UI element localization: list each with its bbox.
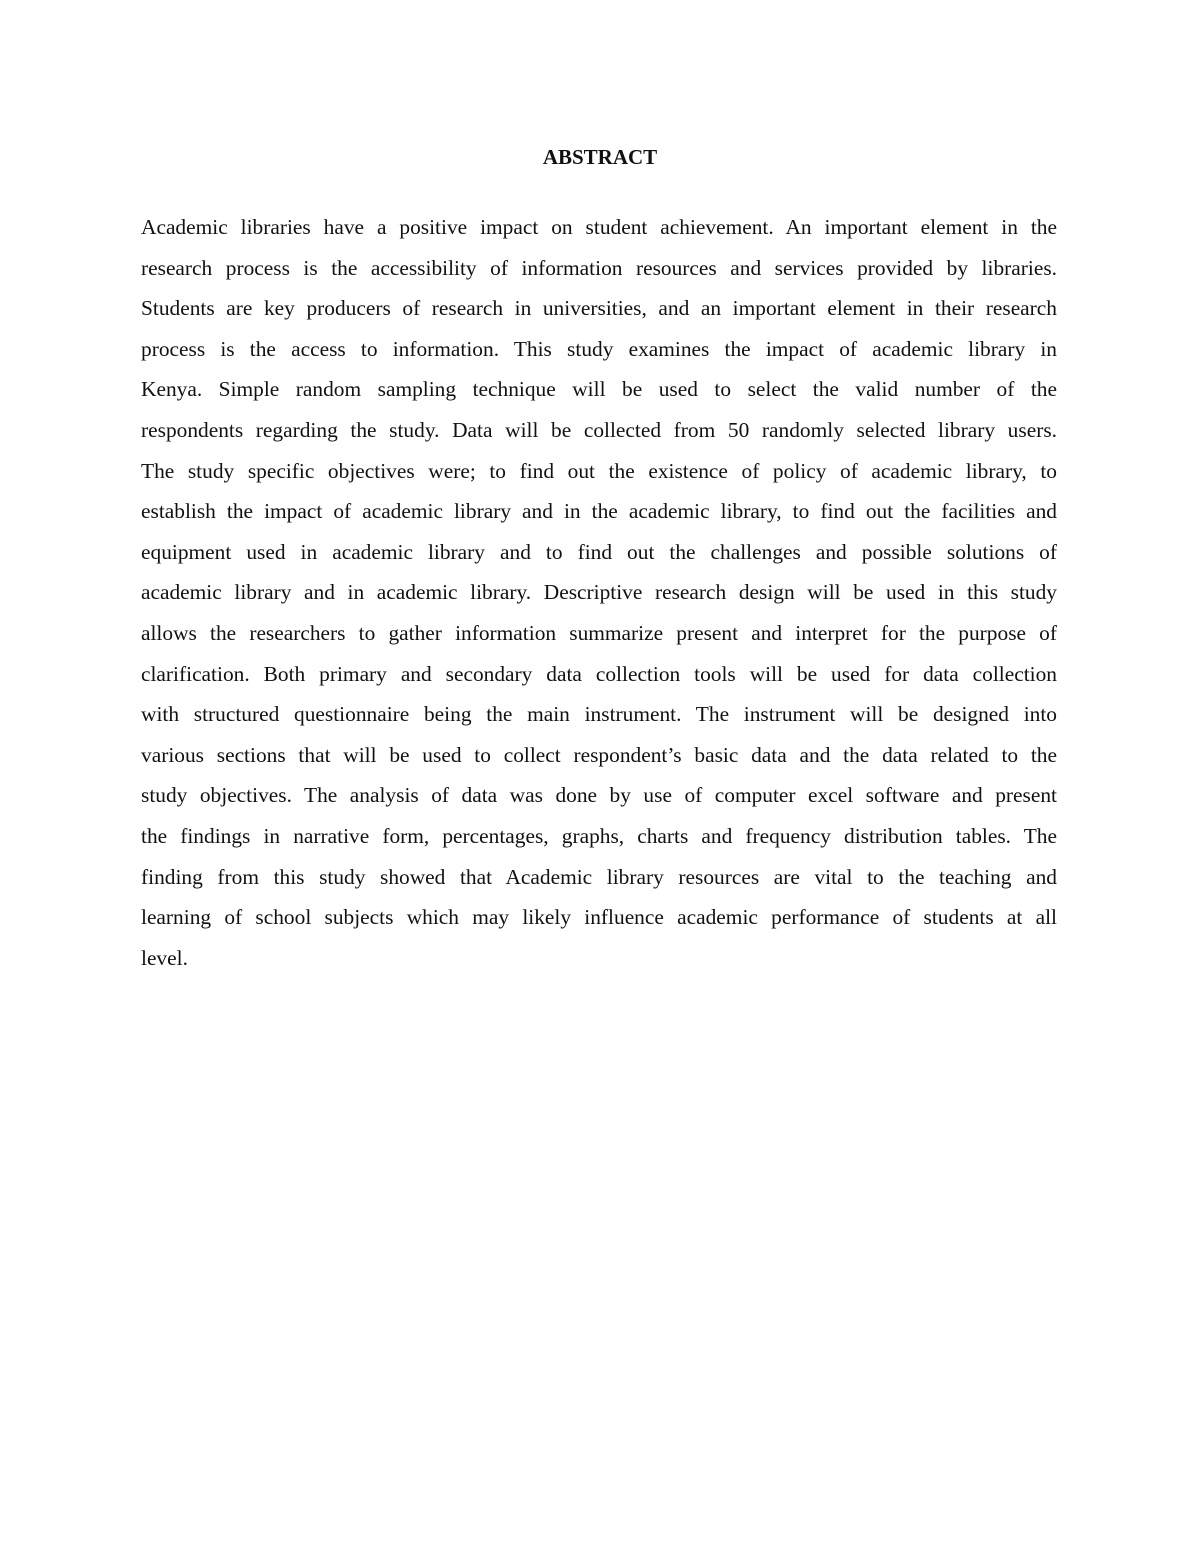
- paragraph-last-line: level.: [141, 945, 188, 970]
- abstract-heading: ABSTRACT: [542, 145, 658, 169]
- paragraph-line: research process is the accessibility of information resources and services provided by libraries.: [141, 255, 1057, 280]
- paragraph-line: equipment used in academic library and to find out the challenges and possible solutions of: [141, 539, 1057, 564]
- paragraph-line: The study specific objectives were; to find out the existence of policy of academic library, to: [141, 458, 1057, 483]
- paragraph-line: Kenya. Simple random sampling technique will be used to select the valid number of the: [141, 377, 1057, 402]
- paragraph-line: the findings in narrative form, percentages, graphs, charts and frequency distribution tables. The: [141, 823, 1057, 848]
- paragraph-line: study objectives. The analysis of data was done by use of computer excel software and present: [141, 783, 1057, 808]
- paragraph-line: allows the researchers to gather information summarize present and interpret for the purpose of: [141, 620, 1057, 645]
- paragraph-line: finding from this study showed that Academic library resources are vital to the teaching and: [141, 864, 1057, 889]
- abstract-paragraph: [141, 207, 1057, 978]
- paragraph-line: learning of school subjects which may likely influence academic performance of students at all: [141, 905, 1057, 930]
- paragraph-line: establish the impact of academic library and in the academic library, to find out the facilities and: [141, 499, 1057, 524]
- paragraph-line: respondents regarding the study. Data will be collected from 50 randomly selected library users.: [141, 417, 1057, 442]
- paragraph-line: academic library and in academic library. Descriptive research design will be used in this study: [141, 580, 1057, 605]
- paragraph-line: Students are key producers of research in universities, and an important element in their research: [141, 296, 1057, 321]
- paragraph-line: Academic libraries have a positive impact on student achievement. An important element in the: [141, 215, 1057, 239]
- paragraph-line: with structured questionnaire being the main instrument. The instrument will be designed into: [141, 702, 1057, 727]
- paragraph-line: various sections that will be used to collect respondent’s basic data and the data related to the: [141, 742, 1057, 767]
- paragraph-line: clarification. Both primary and secondary data collection tools will be used for data collection: [141, 661, 1057, 686]
- paragraph-line: process is the access to information. This study examines the impact of academic library in: [141, 336, 1057, 361]
